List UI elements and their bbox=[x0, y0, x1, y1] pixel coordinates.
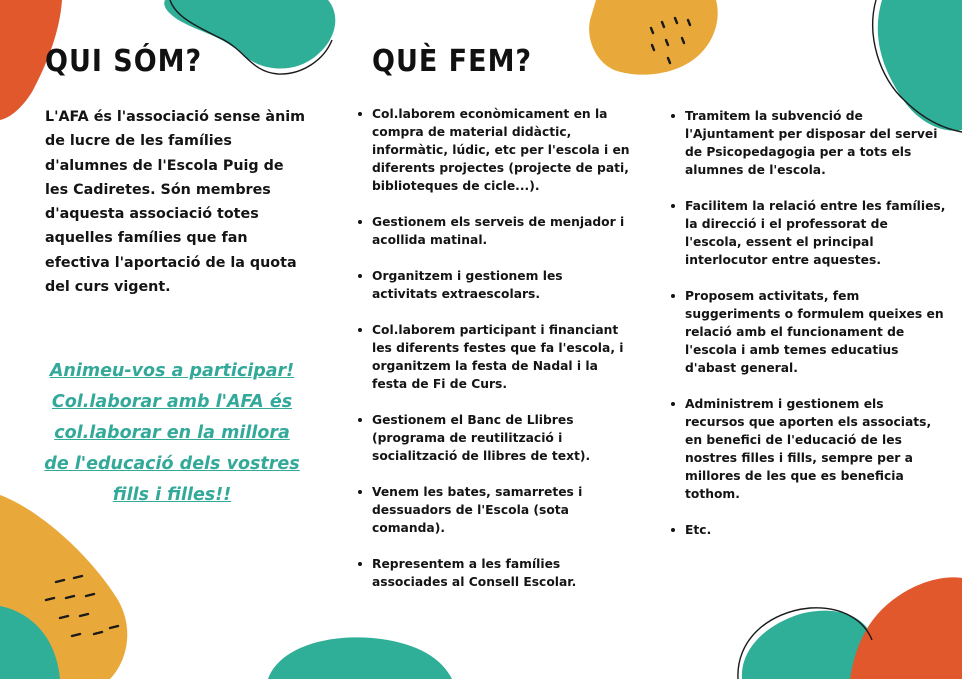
list-item: Col.laborem participant i financiant les diferents festes que fa l'escola, i organitzem la festa de Nadal i la festa de Fi de Curs. bbox=[372, 321, 630, 393]
list-item: Facilitem la relació entre les famílies, la direcció i el professorat de l'escola, essent el principal interlocutor entre aquestes. bbox=[685, 199, 946, 267]
who-heading: QUI SÓM? bbox=[45, 44, 203, 79]
what-heading: QUÈ FEM? bbox=[372, 44, 533, 79]
teal-blob-bottom bbox=[268, 637, 452, 679]
participate-call-to-action: Animeu-vos a participar! Col.laborar amb l'AFA és col.laborar en la millora de l'educació dels vostres fills i filles!! bbox=[44, 361, 300, 505]
list-item: Venem les bates, samarretes i dessuadors de l'Escola (sota comanda). bbox=[372, 483, 630, 537]
who-intro-text: L'AFA és l'associació sense ànim de lucre de les famílies d'alumnes de l'Escola Puig de les Cadiretes. Són membres d'aquesta associació totes aquelles famílies que fan efectiva l'aportació de la quota del curs vigent. bbox=[45, 109, 306, 296]
list-item: Gestionem el Banc de Llibres (programa de reutilització i socialització de llibres de text). bbox=[372, 411, 630, 465]
list-item: Etc. bbox=[685, 521, 947, 539]
list-item: Representem a les famílies associades al Consell Escolar. bbox=[372, 555, 630, 591]
list-item: Administrem i gestionem els recursos que aporten els associats, en benefici de l'educació de les nostres filles i fills, sempre per a millores de les que es beneficia tothom. bbox=[685, 395, 947, 503]
activities-list-right bbox=[685, 107, 947, 557]
list-item: Tramitem la subvenció de l'Ajuntament per disposar del servei de Psicopedagogia per a tots els alumnes de l'escola. bbox=[685, 107, 947, 179]
yellow-blob-top bbox=[589, 0, 718, 75]
list-item: Proposem activitats, fem suggeriments o formulem queixes en relació amb el funcionament de l'escola i amb temes educatius d'abast general. bbox=[685, 287, 947, 377]
list-item: Organitzem i gestionem les activitats extraescolars. bbox=[372, 267, 630, 303]
activities-list-middle bbox=[372, 105, 630, 609]
list-item: Gestionem els serveis de menjador i acollida matinal. bbox=[372, 213, 630, 249]
list-item: Col.laborem econòmicament en la compra de material didàctic, informàtic, lúdic, etc per l'escola i en diferents projectes (projecte de pati, biblioteques de cicle...). bbox=[372, 107, 630, 193]
